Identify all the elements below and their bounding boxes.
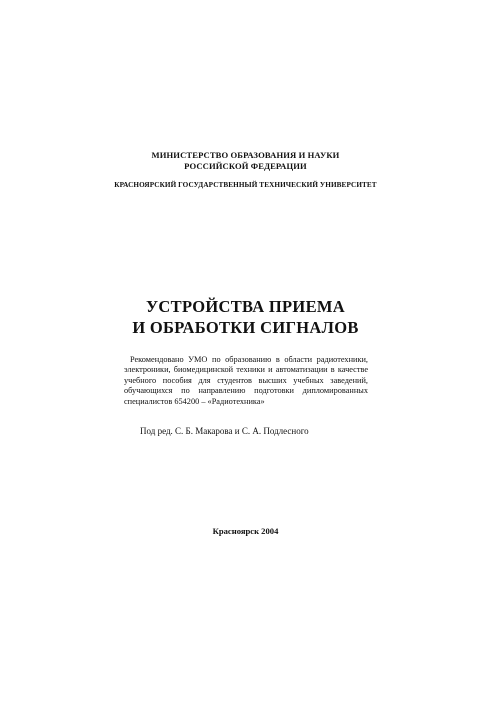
editors-line: Под ред. С. Б. Макарова и С. А. Подлесного	[140, 426, 309, 436]
ministry-line-1: МИНИСТЕРСТВО ОБРАЗОВАНИЯ И НАУКИ	[151, 150, 340, 160]
university-name: КРАСНОЯРСКИЙ ГОСУДАРСТВЕННЫЙ ТЕХНИЧЕСКИЙ УНИВЕРСИТЕТ	[114, 181, 377, 189]
ministry-name	[0, 150, 491, 172]
city-year: Красноярск 2004	[212, 526, 279, 536]
title-line-1: УСТРОЙСТВА ПРИЕМА	[146, 297, 345, 316]
ministry-line-2: РОССИЙСКОЙ ФЕДЕРАЦИИ	[184, 161, 307, 171]
recommendation-text: Рекомендовано УМО по образованию в области радиотехники, электроники, биомедицинской техники и автоматизации в качестве учебного пособия для студентов высших учебных заведений, обучающихся по направлению подготовки дипломированных специалистов 654200 – «Радиотехника»	[124, 355, 368, 406]
title-line-2: И ОБРАБОТКИ СИГНАЛОВ	[132, 318, 359, 337]
book-title	[0, 296, 491, 338]
